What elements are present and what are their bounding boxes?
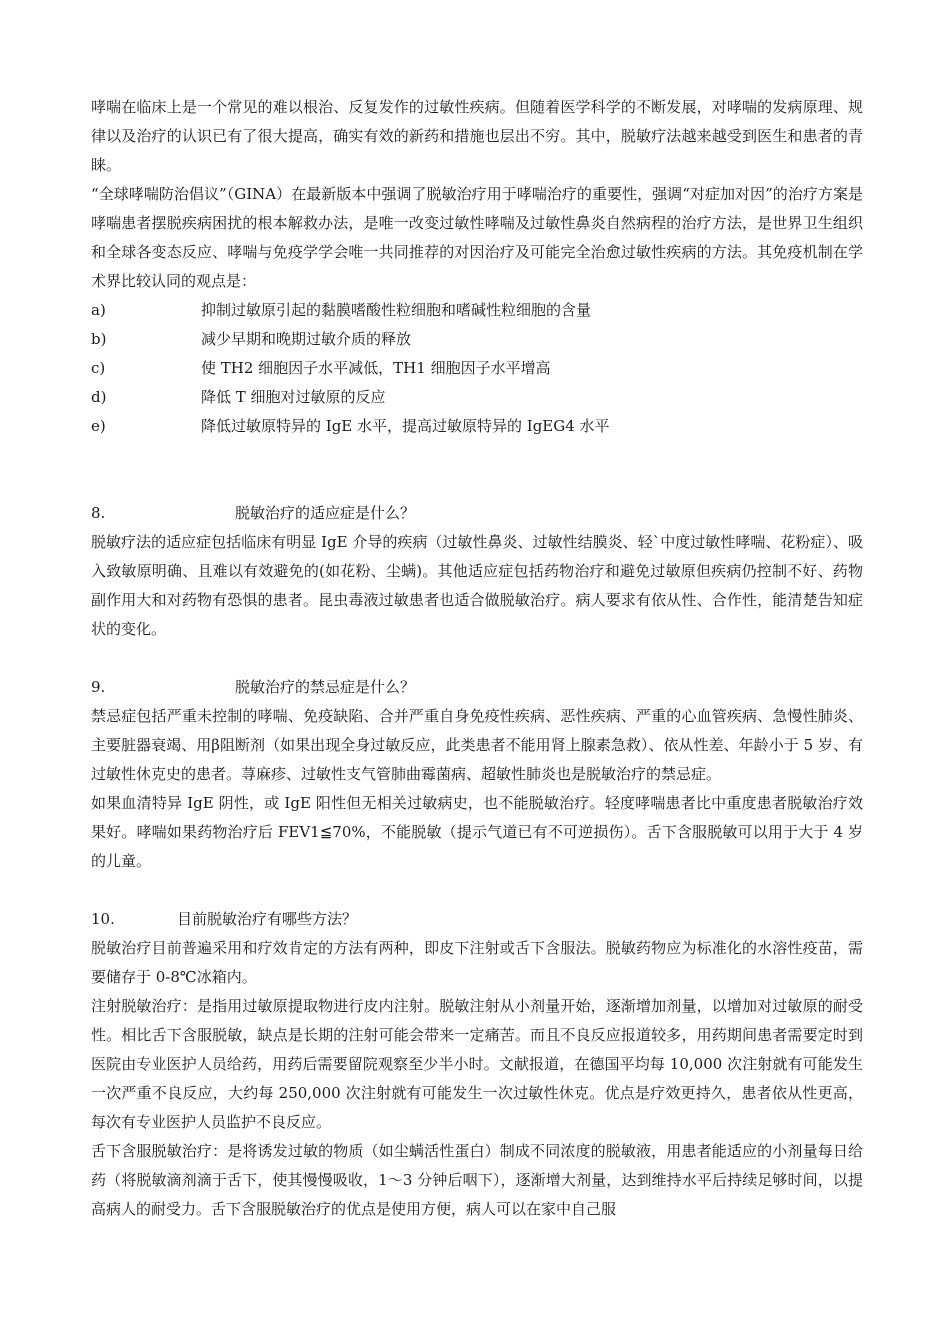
document-page [91, 93, 863, 1224]
intro-paragraph-1: 哮喘在临床上是一个常见的难以根治、反复发作的过敏性疾病。但随着医学科学的不断发展，对哮喘的发病原理、规律以及治疗的认识已有了很大提高，确实有效的新药和措施也层出不穷。其中，脱敏疗法越来越受到医生和患者的青睐。 [91, 98, 863, 174]
question-10-answer-2: 注射脱敏治疗：是指用过敏原提取物进行皮内注射。脱敏注射从小剂量开始，逐渐增加剂量，以增加对过敏原的耐受性。相比舌下含服脱敏，缺点是长期的注射可能会带来一定痛苦。而且不良反应报道较多，用药期间患者需要定时到医院由专业医护人员给药，用药后需要留院观察至少半小时。文献报道，在德国平均每 10,000 次注射就有可能发生一次严重不良反应，大约每 250,000 次注射就有可能发生一次过敏性休克。优点是疗效更持久，患者依从性更高，每次有专业医护人员监护不良反应。 [91, 997, 863, 1131]
list-marker: d) [91, 388, 107, 406]
section-spacer [91, 441, 863, 499]
list-text: 抑制过敏原引起的黏膜嗜酸性粒细胞和嗜碱性粒细胞的含量 [201, 301, 592, 319]
list-marker: a) [91, 301, 106, 319]
list-text: 使 TH2 细胞因子水平减低，TH1 细胞因子水平增高 [201, 359, 551, 377]
question-title: 脱敏治疗的禁忌症是什么？ [235, 678, 416, 696]
question-8-heading [91, 499, 863, 528]
list-text: 降低过敏原特异的 IgE 水平，提高过敏原特异的 IgEG4 水平 [201, 417, 610, 435]
section-spacer [91, 876, 863, 905]
list-marker: e) [91, 417, 106, 435]
question-number: 9. [91, 678, 106, 696]
question-8-answer: 脱敏疗法的适应症包括临床有明显 IgE 介导的疾病（过敏性鼻炎、过敏性结膜炎、轻`中度过敏性哮喘、花粉症）、吸入致敏原明确、且难以有效避免的(如花粉、尘螨)。其他适应症包括药物治疗和避免过敏原但疾病仍控制不好、药物副作用大和对药物有恐惧的患者。昆虫毒液过敏患者也适合做脱敏治疗。病人要求有依从性、合作性，能清楚告知症状的变化。 [91, 533, 863, 638]
question-10-answer-3: 舌下含服脱敏治疗：是将诱发过敏的物质（如尘螨活性蛋白）制成不同浓度的脱敏液，用患者能适应的小剂量每日给药（将脱敏滴剂滴于舌下，使其慢慢吸收，1～3 分钟后咽下），逐渐增大剂量，达到维持水平后持续足够时间，以提高病人的耐受力。舌下含服脱敏治疗的优点是使用方便，病人可以在家中自己服 [91, 1142, 863, 1218]
question-title: 脱敏治疗的适应症是什么？ [235, 504, 416, 522]
list-item [91, 383, 863, 412]
question-9-answer-2: 如果血清特异 IgE 阴性，或 IgE 阳性但无相关过敏病史，也不能脱敏治疗。轻度哮喘患者比中重度患者脱敏治疗效果好。哮喘如果药物治疗后 FEV1≦70%，不能脱敏（提示气道已有不可逆损伤）。舌下含服脱敏可以用于大于 4 岁的儿童。 [91, 794, 863, 870]
list-item [91, 296, 863, 325]
mechanism-list [91, 296, 863, 441]
question-number: 10. [91, 910, 115, 928]
question-10-heading [91, 905, 863, 934]
question-9-heading [91, 673, 863, 702]
section-spacer [91, 644, 863, 673]
question-title: 目前脱敏治疗有哪些方法？ [177, 910, 358, 928]
list-marker: c) [91, 359, 106, 377]
list-item [91, 354, 863, 383]
list-item [91, 412, 863, 441]
question-10-answer-1: 脱敏治疗目前普遍采用和疗效肯定的方法有两种，即皮下注射或舌下含服法。脱敏药物应为标准化的水溶性疫苗，需要储存于 0-8℃冰箱内。 [91, 939, 863, 986]
question-number: 8. [91, 504, 106, 522]
question-9-answer-1: 禁忌症包括严重未控制的哮喘、免疫缺陷、合并严重自身免疫性疾病、恶性疾病、严重的心血管疾病、急慢性肺炎、主要脏器衰竭、用β阻断剂（如果出现全身过敏反应，此类患者不能用肾上腺素急救）、依从性差、年龄小于 5 岁、有过敏性休克史的患者。荨麻疹、过敏性支气管肺曲霉菌病、超敏性肺炎也是脱敏治疗的禁忌症。 [91, 707, 863, 783]
list-text: 减少早期和晚期过敏介质的释放 [201, 330, 412, 348]
list-marker: b) [91, 330, 107, 348]
intro-paragraph-2: “全球哮喘防治倡议”（GINA）在最新版本中强调了脱敏治疗用于哮喘治疗的重要性，强调“对症加对因”的治疗方案是哮喘患者摆脱疾病困扰的根本解救办法，是唯一改变过敏性哮喘及过敏性鼻炎自然病程的治疗方法，是世界卫生组织和全球各变态反应、哮喘与免疫学学会唯一共同推荐的对因治疗及可能完全治愈过敏性疾病的方法。其免疫机制在学术界比较认同的观点是： [91, 185, 863, 290]
list-item [91, 325, 863, 354]
list-text: 降低 T 细胞对过敏原的反应 [201, 388, 386, 406]
